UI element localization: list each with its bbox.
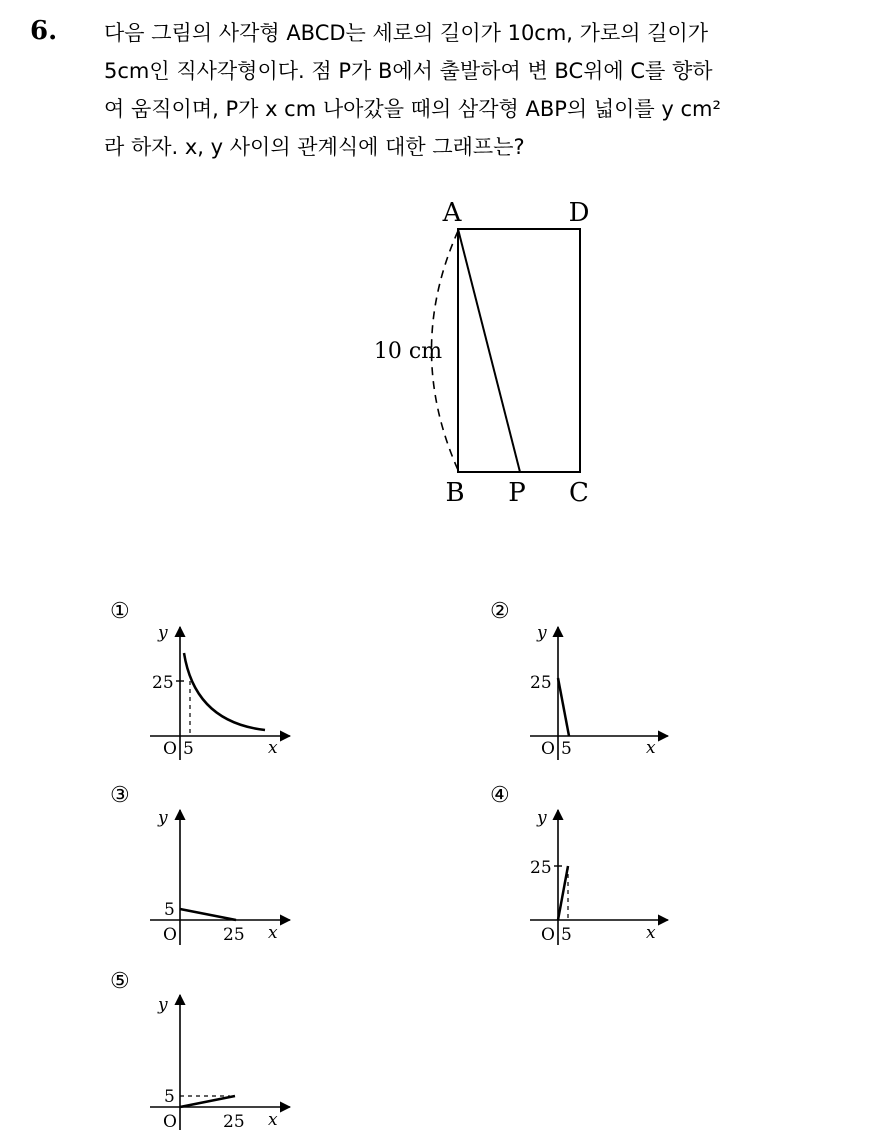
choice-marker: ④ <box>490 783 510 808</box>
origin-label: O <box>163 739 177 759</box>
graph-line <box>558 678 569 736</box>
y-tick-label: 25 <box>530 673 552 693</box>
y-axis-label: y <box>537 623 547 643</box>
x-axis-label: x <box>268 738 278 758</box>
x-axis-label: x <box>646 738 656 758</box>
vertex-c: C <box>569 478 589 508</box>
graph-line <box>180 909 236 920</box>
origin-label: O <box>541 925 555 945</box>
graph-curve <box>184 653 265 730</box>
vertex-a: A <box>442 198 462 228</box>
choice-marker: ① <box>110 599 130 624</box>
question-line: 라 하자. x, y 사이의 관계식에 대한 그래프는? <box>104 135 525 159</box>
choice-marker: ⑤ <box>110 969 130 994</box>
choice-5[interactable] <box>110 969 290 1132</box>
x-axis-label: x <box>268 923 278 943</box>
choice-3[interactable] <box>110 783 290 945</box>
vertex-p: P <box>508 478 526 508</box>
y-axis-label: y <box>158 623 168 643</box>
graph-line <box>180 1096 235 1107</box>
y-axis-label: y <box>158 995 168 1015</box>
origin-label: O <box>541 739 555 759</box>
y-tick-label: 5 <box>164 1087 175 1107</box>
vertex-d: D <box>568 198 590 228</box>
question-line: 여 움직이며, P가 x cm 나아갔을 때의 삼각형 ABP의 넓이를 y cm² <box>104 97 721 121</box>
origin-label: O <box>163 1112 177 1132</box>
choice-1[interactable] <box>110 599 290 760</box>
side-length-label: 10 cm <box>373 339 443 364</box>
choice-2[interactable] <box>490 599 668 760</box>
vertex-b: B <box>445 478 465 508</box>
x-tick-label: 25 <box>223 1112 245 1132</box>
x-tick-label: 25 <box>223 925 245 945</box>
question-line: 5cm인 직사각형이다. 점 P가 B에서 출발하여 변 BC위에 C를 향하 <box>104 59 713 83</box>
graph-line <box>558 866 568 920</box>
origin-label: O <box>163 925 177 945</box>
choice-marker: ③ <box>110 783 130 808</box>
choice-4[interactable] <box>490 783 668 945</box>
choice-marker: ② <box>490 599 510 624</box>
y-tick-label: 5 <box>164 900 175 920</box>
x-tick-label: 5 <box>561 739 572 759</box>
question-line: 다음 그림의 사각형 ABCD는 세로의 길이가 10cm, 가로의 길이가 <box>104 21 709 45</box>
question-number: 6. <box>30 16 58 46</box>
x-axis-label: x <box>268 1110 278 1130</box>
x-tick-label: 5 <box>561 925 572 945</box>
x-tick-label: 5 <box>183 739 194 759</box>
y-tick-label: 25 <box>530 858 552 878</box>
y-tick-label: 25 <box>152 673 174 693</box>
x-axis-label: x <box>646 923 656 943</box>
y-axis-label: y <box>537 808 547 828</box>
y-axis-label: y <box>158 808 168 828</box>
